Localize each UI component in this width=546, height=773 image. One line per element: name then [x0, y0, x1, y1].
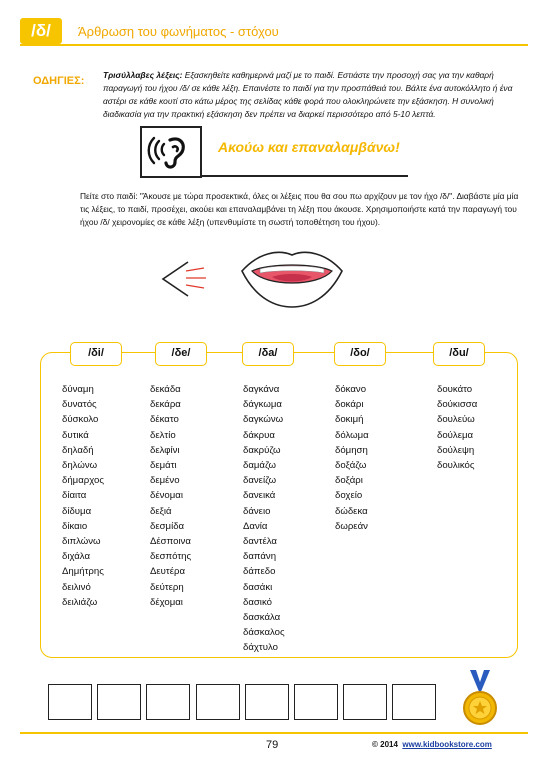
instructions-body: Εξασκηθείτε καθημερινά μαζί με το παιδί. Εστιάστε την προσοχή σας για την καθαρή παραγωγή του ήχου /δ/ σε κάθε λέξη. Επαινέστε το παιδί για την προσπάθειά του. Βάλτε ένα αυτοκόλλητο ή ένα αστέρι σε κάθε κουτί στο κάτω μέρος της σελίδας κάθε φορά που ολοκληρώνετε την εξάσκηση. Η συνολική διαδικασία για την πρακτική εξάσκηση δεν πρέπει να διαρκεί περισσότερο από 5-10 λεπτά.	[103, 70, 513, 120]
word-column	[335, 382, 369, 534]
word-item: δεκάδα	[150, 384, 181, 395]
sound-arrow-icon	[160, 258, 210, 300]
word-item: Δανία	[243, 520, 268, 532]
word-item: δουκάτο	[437, 384, 473, 395]
word-item: δειλιάζω	[62, 596, 98, 608]
sticker-box[interactable]	[48, 684, 92, 720]
word-item: δαγκάνα	[243, 384, 280, 395]
word-item: δαμάζω	[243, 460, 277, 472]
word-item: δεκάρα	[150, 399, 181, 411]
instructions-text	[103, 69, 518, 121]
word-item: διπλώνω	[62, 536, 101, 548]
copyright	[372, 740, 492, 749]
instructions-label: ΟΔΗΓΙΕΣ:	[33, 75, 85, 87]
word-item: δασκάλα	[243, 612, 281, 624]
word-item: δαπάνη	[243, 551, 277, 563]
word-item: δωρεάν	[335, 520, 368, 532]
word-item: δένομαι	[150, 490, 183, 502]
word-item: δοκιμή	[335, 414, 364, 426]
word-item: δηλώνω	[62, 460, 98, 472]
word-item: δεξιά	[150, 505, 172, 517]
word-item: δέκατο	[150, 414, 179, 426]
sticker-box[interactable]	[343, 684, 387, 720]
sticker-box[interactable]	[294, 684, 338, 720]
word-item: δοξάζω	[335, 460, 367, 472]
word-item: δέχομαι	[150, 596, 183, 608]
word-item: δαγκώνω	[243, 414, 284, 426]
banner-underline	[202, 175, 408, 177]
word-item: δόλωμα	[335, 429, 369, 441]
medal-icon	[460, 670, 500, 730]
word-item: δυτικά	[62, 429, 89, 441]
column-head-da: /δa/	[242, 342, 294, 366]
sticker-box[interactable]	[146, 684, 190, 720]
word-column	[437, 382, 477, 473]
word-item: δασάκι	[243, 581, 273, 593]
word-item: δούκισσα	[437, 399, 478, 411]
word-item: δανείζω	[243, 475, 277, 487]
copyright-year: © 2014	[372, 740, 398, 749]
word-item: δελτίο	[150, 429, 176, 441]
footer-divider	[20, 732, 528, 734]
word-item: δούλεμα	[437, 429, 474, 441]
word-item: δουλικός	[437, 460, 475, 472]
word-item: δόκανο	[335, 384, 367, 395]
word-item: δηλαδή	[62, 444, 94, 456]
word-item: δεμένο	[150, 475, 180, 487]
word-item: δίκαιο	[62, 520, 88, 532]
header-divider	[20, 44, 528, 46]
word-item: δεσπότης	[150, 551, 192, 563]
column-head-do: /δo/	[334, 342, 386, 366]
word-item: δυνατός	[62, 399, 97, 411]
word-item: δαντέλα	[243, 536, 277, 548]
word-item: δίαιτα	[62, 490, 87, 502]
word-item: Δευτέρα	[150, 566, 186, 578]
instructions-lead: Τρισύλλαβες λέξεις:	[103, 70, 183, 80]
word-item: δώδεκα	[335, 505, 368, 517]
word-item: δασικό	[243, 596, 272, 608]
listen-repeat-caption: Ακούω και επαναλαμβάνω!	[218, 139, 400, 155]
word-item: δεμάτι	[150, 460, 177, 472]
word-item: δούλεψη	[437, 444, 475, 456]
word-item: δανεικά	[243, 490, 276, 502]
word-item: δύναμη	[62, 384, 94, 395]
word-item: δήμαρχος	[62, 475, 104, 487]
word-item: δύσκολο	[62, 414, 99, 426]
column-head-de: /δe/	[155, 342, 207, 366]
column-head-du: /δu/	[433, 342, 485, 366]
page-title: Άρθρωση του φωνήματος - στόχου	[78, 24, 279, 39]
word-item: δεσμίδα	[150, 520, 185, 532]
word-item: δακρύζω	[243, 444, 281, 456]
mouth-illustration	[238, 243, 346, 313]
sticker-box[interactable]	[196, 684, 240, 720]
word-item: δελφίνι	[150, 444, 180, 456]
word-item: δίδυμα	[62, 505, 92, 517]
word-item: διχάλα	[62, 551, 90, 563]
sound-badge: /δ/	[20, 18, 62, 44]
word-item: δόμηση	[335, 444, 368, 456]
word-item: δοκάρι	[335, 399, 364, 411]
word-item: δοξάρι	[335, 475, 363, 487]
page-number: 79	[266, 739, 279, 751]
word-item: δάγκωμα	[243, 399, 282, 411]
task-instructions: Πείτε στο παιδί: "Άκουσε με τώρα προσεκτικά, όλες οι λέξεις που θα σου πω αρχίζουν με τον ήχο /δ/". Διαβάστε μία μία τις λέξεις, το παιδί, προσέχει, ακούει και επαναλαμβάνει τη λέξη που άκουσε. Χρησιμοποιήστε κατά την παραγωγή του ήχου /δ/ χειρονομίες σε κάθε λέξη (υπενθυμίστε τη σωστή τοποθέτηση του ήχου).	[80, 191, 519, 228]
sticker-box[interactable]	[245, 684, 289, 720]
sticker-box[interactable]	[392, 684, 436, 720]
word-item: δάκρυα	[243, 429, 275, 441]
word-column	[150, 382, 191, 610]
word-item: Δέσποινα	[150, 536, 191, 548]
word-item: δάπεδο	[243, 566, 276, 578]
word-item: δάχτυλο	[243, 642, 278, 654]
website-link[interactable]: www.kidbookstore.com	[402, 740, 492, 749]
sticker-box[interactable]	[97, 684, 141, 720]
word-item: δειλινό	[62, 581, 91, 593]
word-item: δάνειο	[243, 505, 271, 517]
word-item: δουλεύω	[437, 414, 475, 426]
word-item: δοχείο	[335, 490, 363, 502]
column-head-di: /δi/	[70, 342, 122, 366]
word-item: δεύτερη	[150, 581, 184, 593]
word-column	[62, 382, 104, 610]
word-column	[243, 382, 285, 656]
listening-ear-icon	[140, 126, 202, 178]
word-item: Δημήτρης	[62, 566, 104, 578]
word-item: δάσκαλος	[243, 627, 285, 639]
